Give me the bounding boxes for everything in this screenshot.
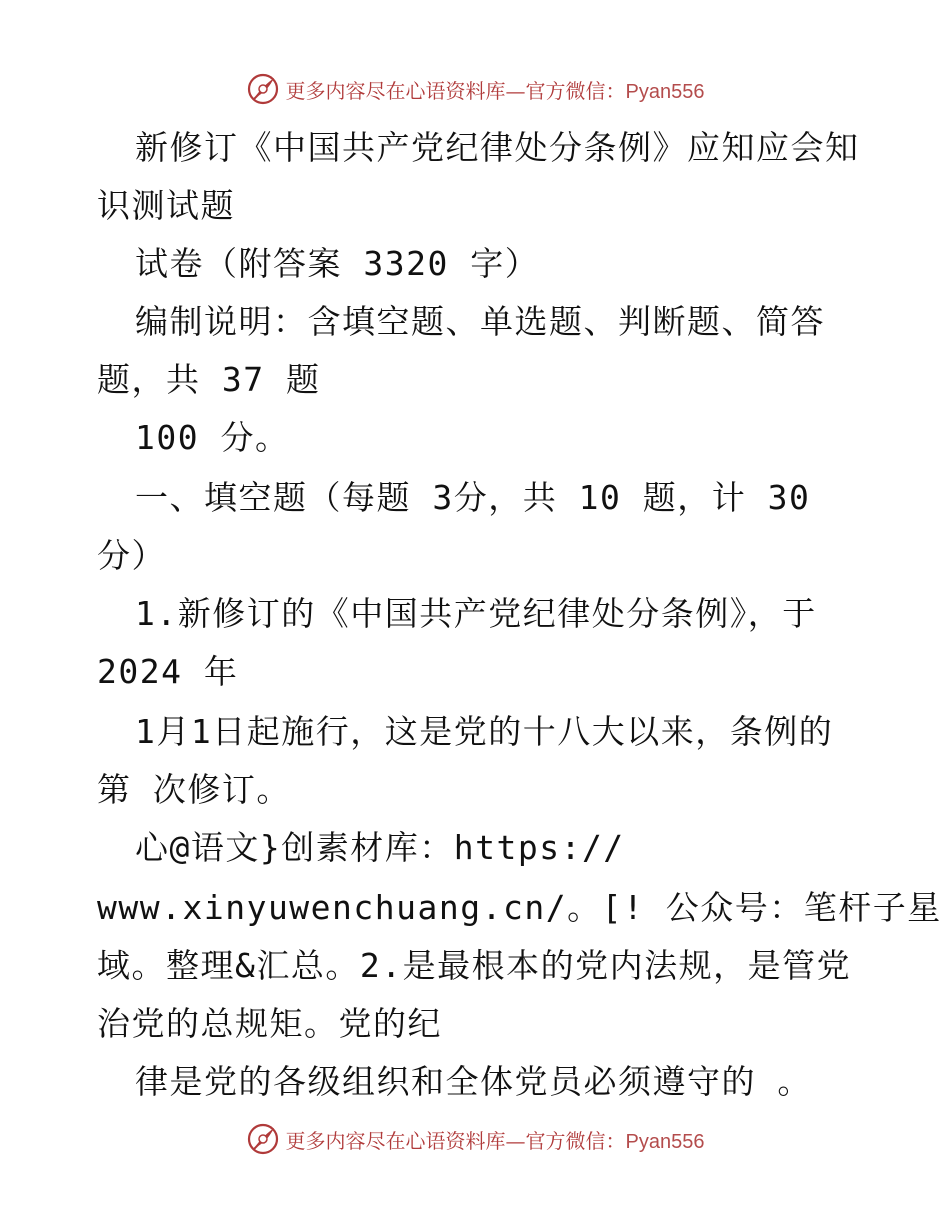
- question-1-line-4: 第 次修订。: [97, 770, 291, 809]
- section-heading-line-1: 一、填空题（每题 3分，共 10 题，计 30: [135, 478, 811, 517]
- header-wechat-id: Pyan556: [625, 80, 705, 103]
- question-1-line-3: 1月1日起施行，这是党的十八大以来，条例的: [135, 712, 834, 751]
- description-line-1: 编制说明：含填空题、单选题、判断题、简答: [135, 302, 825, 341]
- header-watermark: [0, 72, 950, 106]
- description-line-3: 100 分。: [135, 418, 290, 457]
- title-line-2: 识测试题: [97, 186, 235, 225]
- question-2-line-1: 域。整理&汇总。2.是最根本的党内法规，是管党: [97, 946, 852, 985]
- source-line-2: www.xinyuwenchuang.cn/。[! 公众号：笔杆子星: [97, 888, 942, 927]
- question-2-line-3: 律是党的各级组织和全体党员必须遵守的 。: [135, 1062, 812, 1101]
- feather-quill-logo-icon: [246, 1122, 280, 1156]
- question-1-line-1: 1.新修订的《中国共产党纪律处分条例》，于: [135, 594, 817, 633]
- feather-quill-logo-icon: [246, 72, 280, 106]
- question-1-line-2: 2024 年: [97, 652, 239, 691]
- subtitle-line: 试卷（附答案 3320 字）: [135, 244, 540, 283]
- question-2-line-2: 治党的总规矩。党的纪: [97, 1004, 442, 1043]
- source-line-1: 心@语文}创素材库：https://: [135, 828, 625, 867]
- header-watermark-text: 更多内容尽在心语资料库—官方微信：Pyan556: [285, 78, 705, 103]
- footer-watermark-text: 更多内容尽在心语资料库—官方微信：Pyan556: [285, 1128, 705, 1153]
- title-line-1: 新修订《中国共产党纪律处分条例》应知应会知: [135, 128, 860, 167]
- description-line-2: 题，共 37 题: [97, 360, 321, 399]
- footer-watermark: [0, 1122, 950, 1156]
- footer-wechat-id: Pyan556: [625, 1130, 705, 1153]
- section-heading-line-2: 分）: [97, 536, 166, 575]
